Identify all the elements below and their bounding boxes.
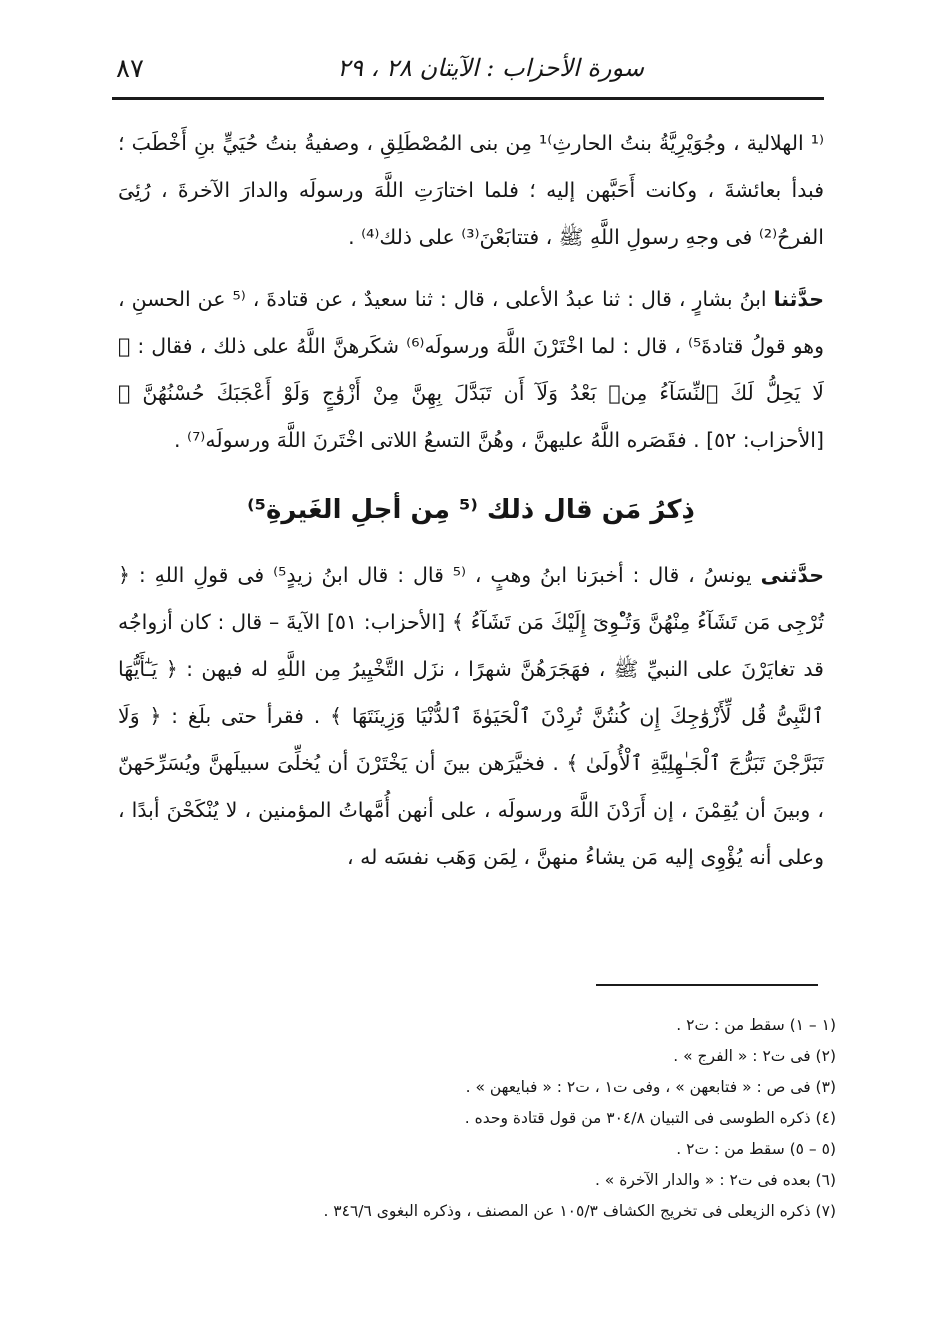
- paragraph-2: [118, 276, 824, 464]
- footnote: (١ – ١) سقط من : ت٢ .: [676, 1016, 836, 1034]
- paragraph-2-text: ابنُ بشارٍ ، قال : ثنا عبدُ الأعلى ، قال : ثنا سعيدٌ ، عن قتادةَ ، ⁽⁵ عن الحسنِ ، وهو قولُ قتادةَ⁵⁾ ، قال : لما اخْتَرْنَ اللَّهَ ورسولَه⁽⁶⁾ شكَرهنَّ اللَّهُ على ذلك ، فقال : ﴿ لَا يَحِلُّ لَكَ ٱلنِّسَآءُ مِنۢ بَعْدُ وَلَآ أَن تَبَدَّلَ بِهِنَّ مِنْ أَزْوَٰجٍ وَلَوْ أَعْجَبَكَ حُسْنُهُنَّ ﴾ [الأحزاب: ٥٢] . فقَصَره اللَّهُ عليهنَّ ، وهُنَّ التسعُ اللاتى اخْتَرنَ اللَّهَ ورسولَه⁽⁷⁾ .: [118, 287, 824, 452]
- header-rule: [112, 97, 824, 100]
- paragraph-1: ⁽¹ الهلالية ، وجُوَيْرِيَّةُ بنتُ الحارثِ⁾¹ مِن بنى المُصْطَلِقِ ، وصفيةُ بنتُ حُيَيٍّ بنِ أَخْطَبَ ؛ فبدأ بعائشةَ ، وكانت أَحَبَّهن إليه ؛ فلما اختارَتِ اللَّهَ ورسولَه والدارَ الآخرةَ ، رُئِىَ الفرحُ⁽²⁾ فى وجهِ رسولِ اللَّهِ ﷺ ، فتتابَعْنَ⁽³⁾ على ذلك⁽⁴⁾ .: [118, 131, 825, 249]
- footnote: (٦) بعده فى ت٢ : « والدار الآخرة » .: [594, 1171, 836, 1189]
- main-text: [118, 120, 824, 881]
- running-title: سورة الأحزاب : الآيتان ٢٨ ، ٢٩: [337, 54, 644, 82]
- page-number: ٨٧: [116, 54, 144, 84]
- paragraph-3-text: يونسُ ، قال : أخبرَنا ابنُ وهبٍ ، ⁽⁵ قال : قال ابنُ زيدٍ⁵⁾ فى قولِ اللهِ : ﴿ تُرْجِى مَن تَشَآءُ مِنْهُنَّ وَتُـْٔوِىٓ إِلَيْكَ مَن تَشَآءُ ﴾ [الأحزاب: ٥١] الآيةَ – قال : كان أزواجُه قد تغايَرْنَ على النبيِّ ﷺ ، فهَجَرَهُنَّ شهرًا ، نزَل التَّخْيِيرُ مِن اللَّهِ له فيهن : ﴿ يَـٰٓأَيُّهَا ٱلنَّبِىُّ قُل لِّأَزْوَٰجِكَ إِن كُنتُنَّ تُرِدْنَ ٱلْحَيَوٰةَ ٱلدُّنْيَا وَزِينَتَهَا ﴾ . فقرأ حتى بلَغ : ﴿ وَلَا تَبَرَّجْنَ تَبَرُّجَ ٱلْجَـٰهِلِيَّةِ ٱلْأُولَىٰ ﴾ . فخيَّرَهن بينَ أن يَخْتَرْنَ أن يُخلِّىَ سبيلَهنَّ ويُسَرِّحَهنّ ، وبينَ أن يُقِمْنَ ، إن أَرَدْنَ اللَّهَ ورسولَه ، على أنهن أُمَّهاتُ المؤمنين ، لا يُنْكَحْنَ أبدًا ، وعلى أنه يُؤْوِى إليه مَن يشاءُ منهنَّ ، لِمَن وَهَب نفسَه له ،: [118, 563, 824, 869]
- footnote: (٢) فى ت٢ : « الفرج » .: [673, 1047, 836, 1065]
- footnote: (٧) ذكره الزيعلى فى تخريج الكشاف ١٠٥/٣ عن المصنف ، وذكره البغوى ٣٤٦/٦ .: [323, 1202, 836, 1220]
- footnote: (٤) ذكره الطوسى فى التبيان ٣٠٤/٨ من قول قتادة وحده .: [464, 1109, 836, 1127]
- running-head: [112, 54, 824, 94]
- section-heading: ذِكرُ مَن قال ذلك ⁽⁵ مِن أجلِ الغَيرةِ⁵⁾: [247, 495, 695, 525]
- paragraph-3-lead: حدَّثنى: [760, 563, 824, 587]
- footnotes-list: [200, 1010, 836, 1227]
- paragraph-3: [118, 552, 824, 881]
- footnote: (٣) فى ص : « فتابعهن » ، وفى ت١ ، ت٢ : « فبايعهن » .: [465, 1078, 836, 1096]
- footnotes-rule: [596, 984, 818, 986]
- footnote: (٥ – ٥) سقط من : ت٢ .: [676, 1140, 836, 1158]
- paragraph-2-lead: حدَّثنا: [773, 287, 824, 311]
